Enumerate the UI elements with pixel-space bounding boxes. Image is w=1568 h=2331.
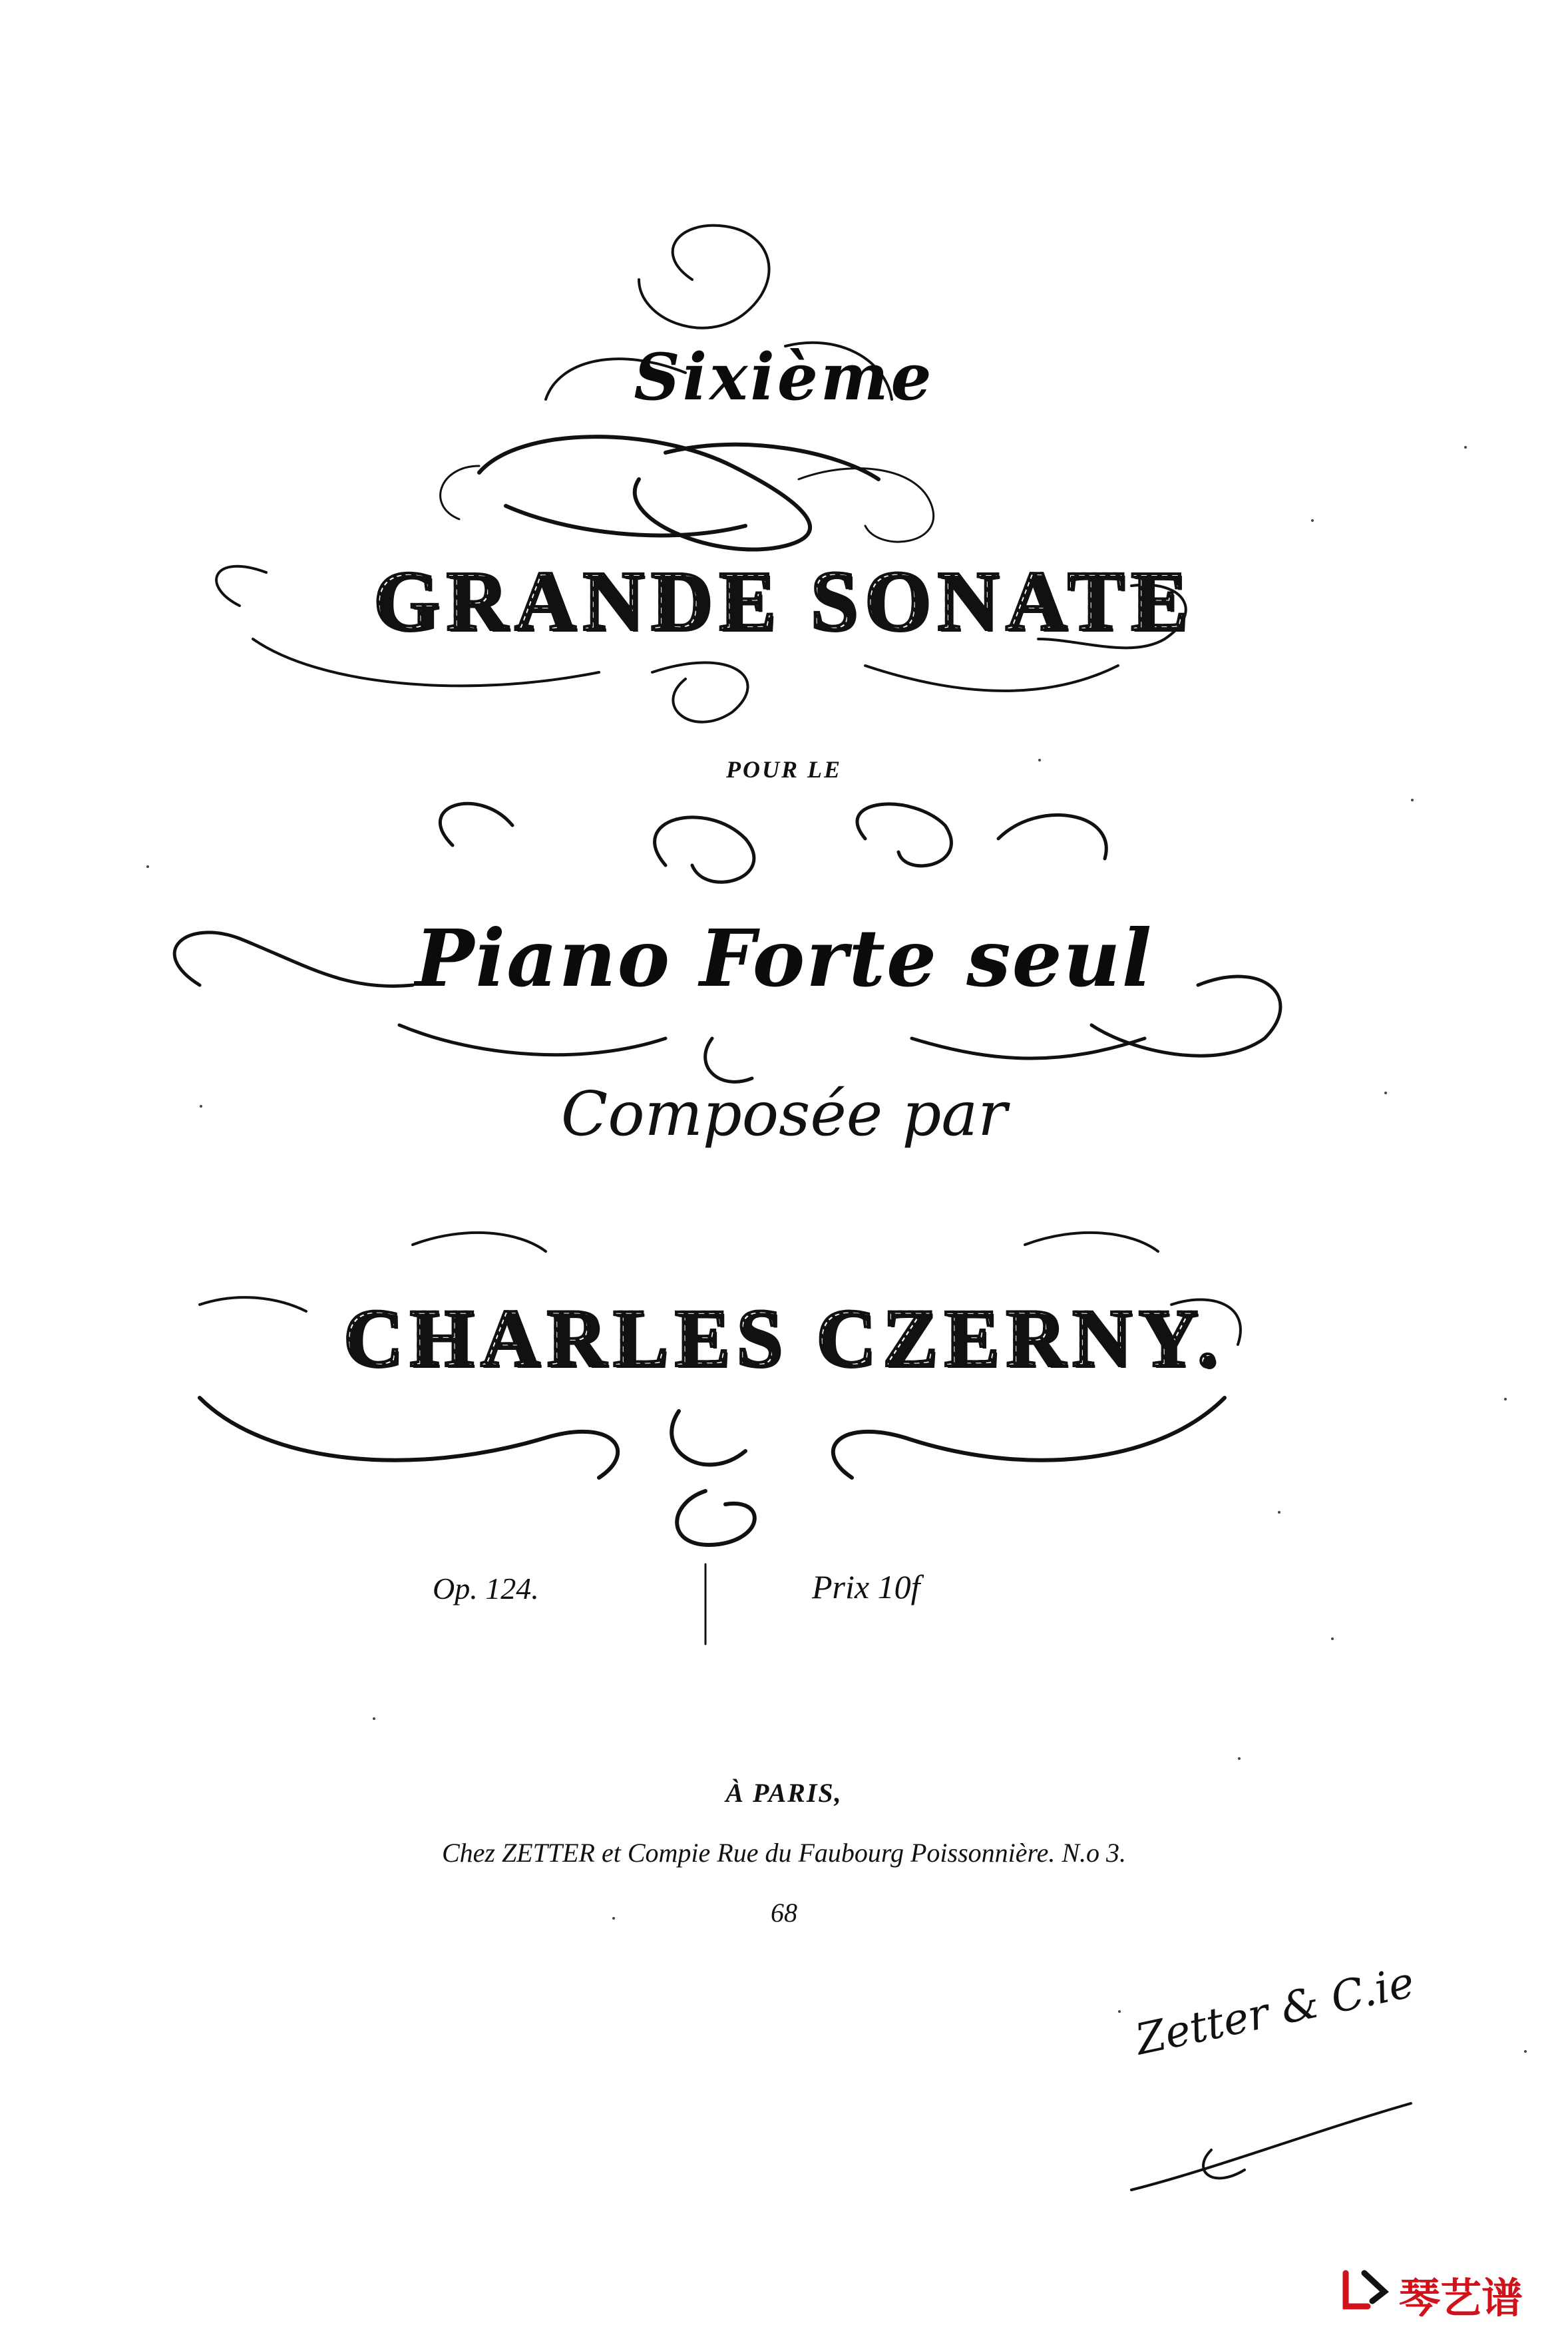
- opus-number: Op. 124.: [433, 1572, 539, 1605]
- publisher-signature: Zetter & C.ie: [1131, 1958, 1419, 2065]
- price: Prix 10f: [812, 1568, 920, 1605]
- title-composee-par: Composée par: [560, 1078, 1008, 1150]
- watermark-logo: [1338, 2260, 1557, 2320]
- title-sixieme: Sixième: [634, 339, 934, 415]
- publisher-address: Chez ZETTER et Compie Rue du Faubourg Poissonnière. N.o 3.: [441, 1838, 1127, 1868]
- composer-name: CHARLES CZERNY.: [0, 1291, 1568, 1386]
- publisher-city: À PARIS,: [725, 1778, 843, 1808]
- title-piano-forte-seul: Piano Forte seul: [415, 912, 1153, 1004]
- title-pour-le: POUR LE: [726, 756, 842, 783]
- watermark-text: 琴艺谱: [1399, 2274, 1523, 2322]
- plate-number: 68: [771, 1898, 797, 1928]
- title-grande-sonate: GRANDE SONATE: [0, 552, 1568, 650]
- qin-logo-icon: [1338, 2260, 1398, 2320]
